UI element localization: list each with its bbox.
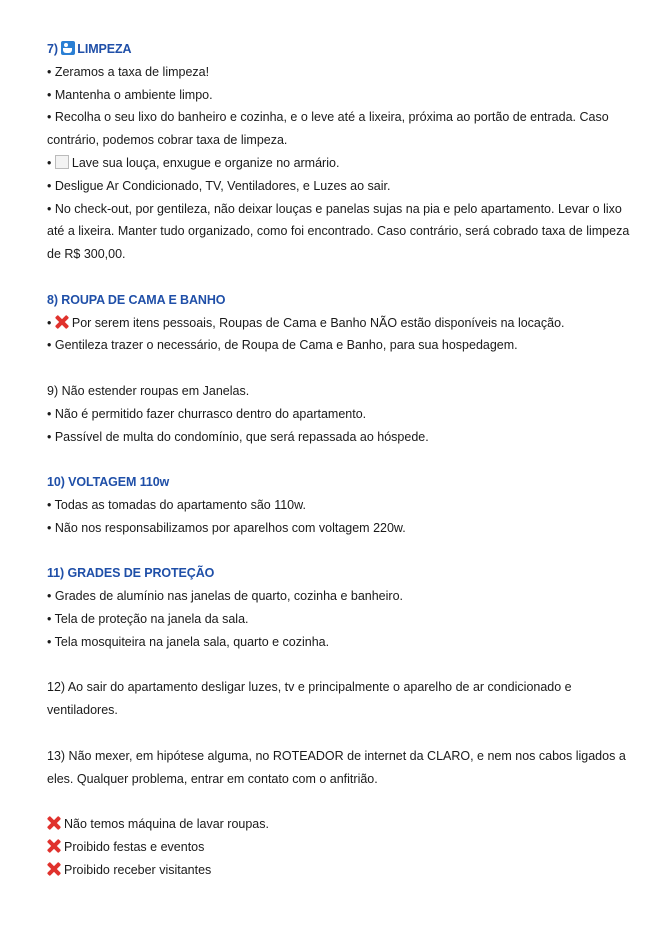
cross-mark-icon — [47, 816, 61, 830]
rule-item — [47, 813, 637, 836]
section-12-text: 12) Ao sair do apartamento desligar luzes, tv e principalmente o aparelho de ar condicionado e ventiladores. — [47, 680, 572, 718]
list-item: • Mantenha o ambiente limpo. — [47, 87, 213, 102]
list-item: • Grades de alumínio nas janelas de quarto, cozinha e banheiro. — [47, 589, 403, 604]
section-7-title: LIMPEZA — [77, 42, 132, 56]
rule-text: Proibido festas e eventos — [64, 839, 205, 854]
list-item: • Não é permitido fazer churrasco dentro do apartamento. — [47, 406, 367, 421]
list-item-text: Lave sua louça, enxugue e organize no armário. — [71, 155, 340, 170]
list-item: • Tela de proteção na janela da sala. — [47, 611, 249, 626]
list-item: • Tela mosquiteira na janela sala, quarto e cozinha. — [47, 634, 330, 649]
section-7-heading — [47, 38, 637, 61]
rule-item — [47, 836, 637, 859]
list-item: • Todas as tomadas do apartamento são 110w. — [47, 497, 306, 512]
section-10-heading: 10) VOLTAGEM 110w — [47, 475, 170, 490]
list-item: • Zeramos a taxa de limpeza! — [47, 64, 210, 79]
toilet-icon — [61, 41, 75, 55]
rule-text: Não temos máquina de lavar roupas. — [64, 817, 269, 832]
list-item: • Recolha o seu lixo do banheiro e cozinha, e o leve até a lixeira, próxima ao portão de entrada. Caso contrário, podemos cobrar taxa de limpeza. — [47, 110, 609, 148]
document-page — [47, 38, 637, 881]
cross-mark-icon — [47, 839, 61, 853]
list-item: • Não nos responsabilizamos por aparelhos com voltagem 220w. — [47, 520, 406, 535]
section-8-heading: 8) ROUPA DE CAMA E BANHO — [47, 292, 226, 307]
list-item: • Passível de multa do condomínio, que será repassada ao hóspede. — [47, 429, 429, 444]
dishes-icon — [55, 155, 69, 169]
bullet: • — [47, 155, 52, 170]
section-7-number: 7) — [47, 42, 58, 56]
list-item: • Desligue Ar Condicionado, TV, Ventiladores, e Luzes ao sair. — [47, 178, 391, 193]
section-11-heading: 11) GRADES DE PROTEÇÃO — [47, 566, 215, 581]
cross-mark-icon — [55, 315, 69, 329]
rule-text: Proibido receber visitantes — [64, 862, 212, 877]
rule-item — [47, 859, 637, 882]
section-13-text: 13) Não mexer, em hipótese alguma, no ROTEADOR de internet da CLARO, e nem nos cabos ligados a eles. Qualquer problema, entrar em contato com o anfitrião. — [47, 748, 626, 786]
list-item — [47, 312, 637, 335]
list-item: • No check-out, por gentileza, não deixar louças e panelas sujas na pia e pelo apartamento. Levar o lixo até a lixeira. Manter tudo organizado, como foi encontrado. Caso contrário, será cobrado taxa de limpeza de R$ 300,00. — [47, 201, 630, 262]
list-item — [47, 152, 637, 175]
bullet: • — [47, 315, 52, 330]
cross-mark-icon — [47, 862, 61, 876]
list-item: • Gentileza trazer o necessário, de Roupa de Cama e Banho, para sua hospedagem. — [47, 338, 518, 353]
list-item-text: Por serem itens pessoais, Roupas de Cama e Banho NÃO estão disponíveis na locação. — [71, 315, 565, 330]
section-9-heading: 9) Não estender roupas em Janelas. — [47, 383, 250, 398]
